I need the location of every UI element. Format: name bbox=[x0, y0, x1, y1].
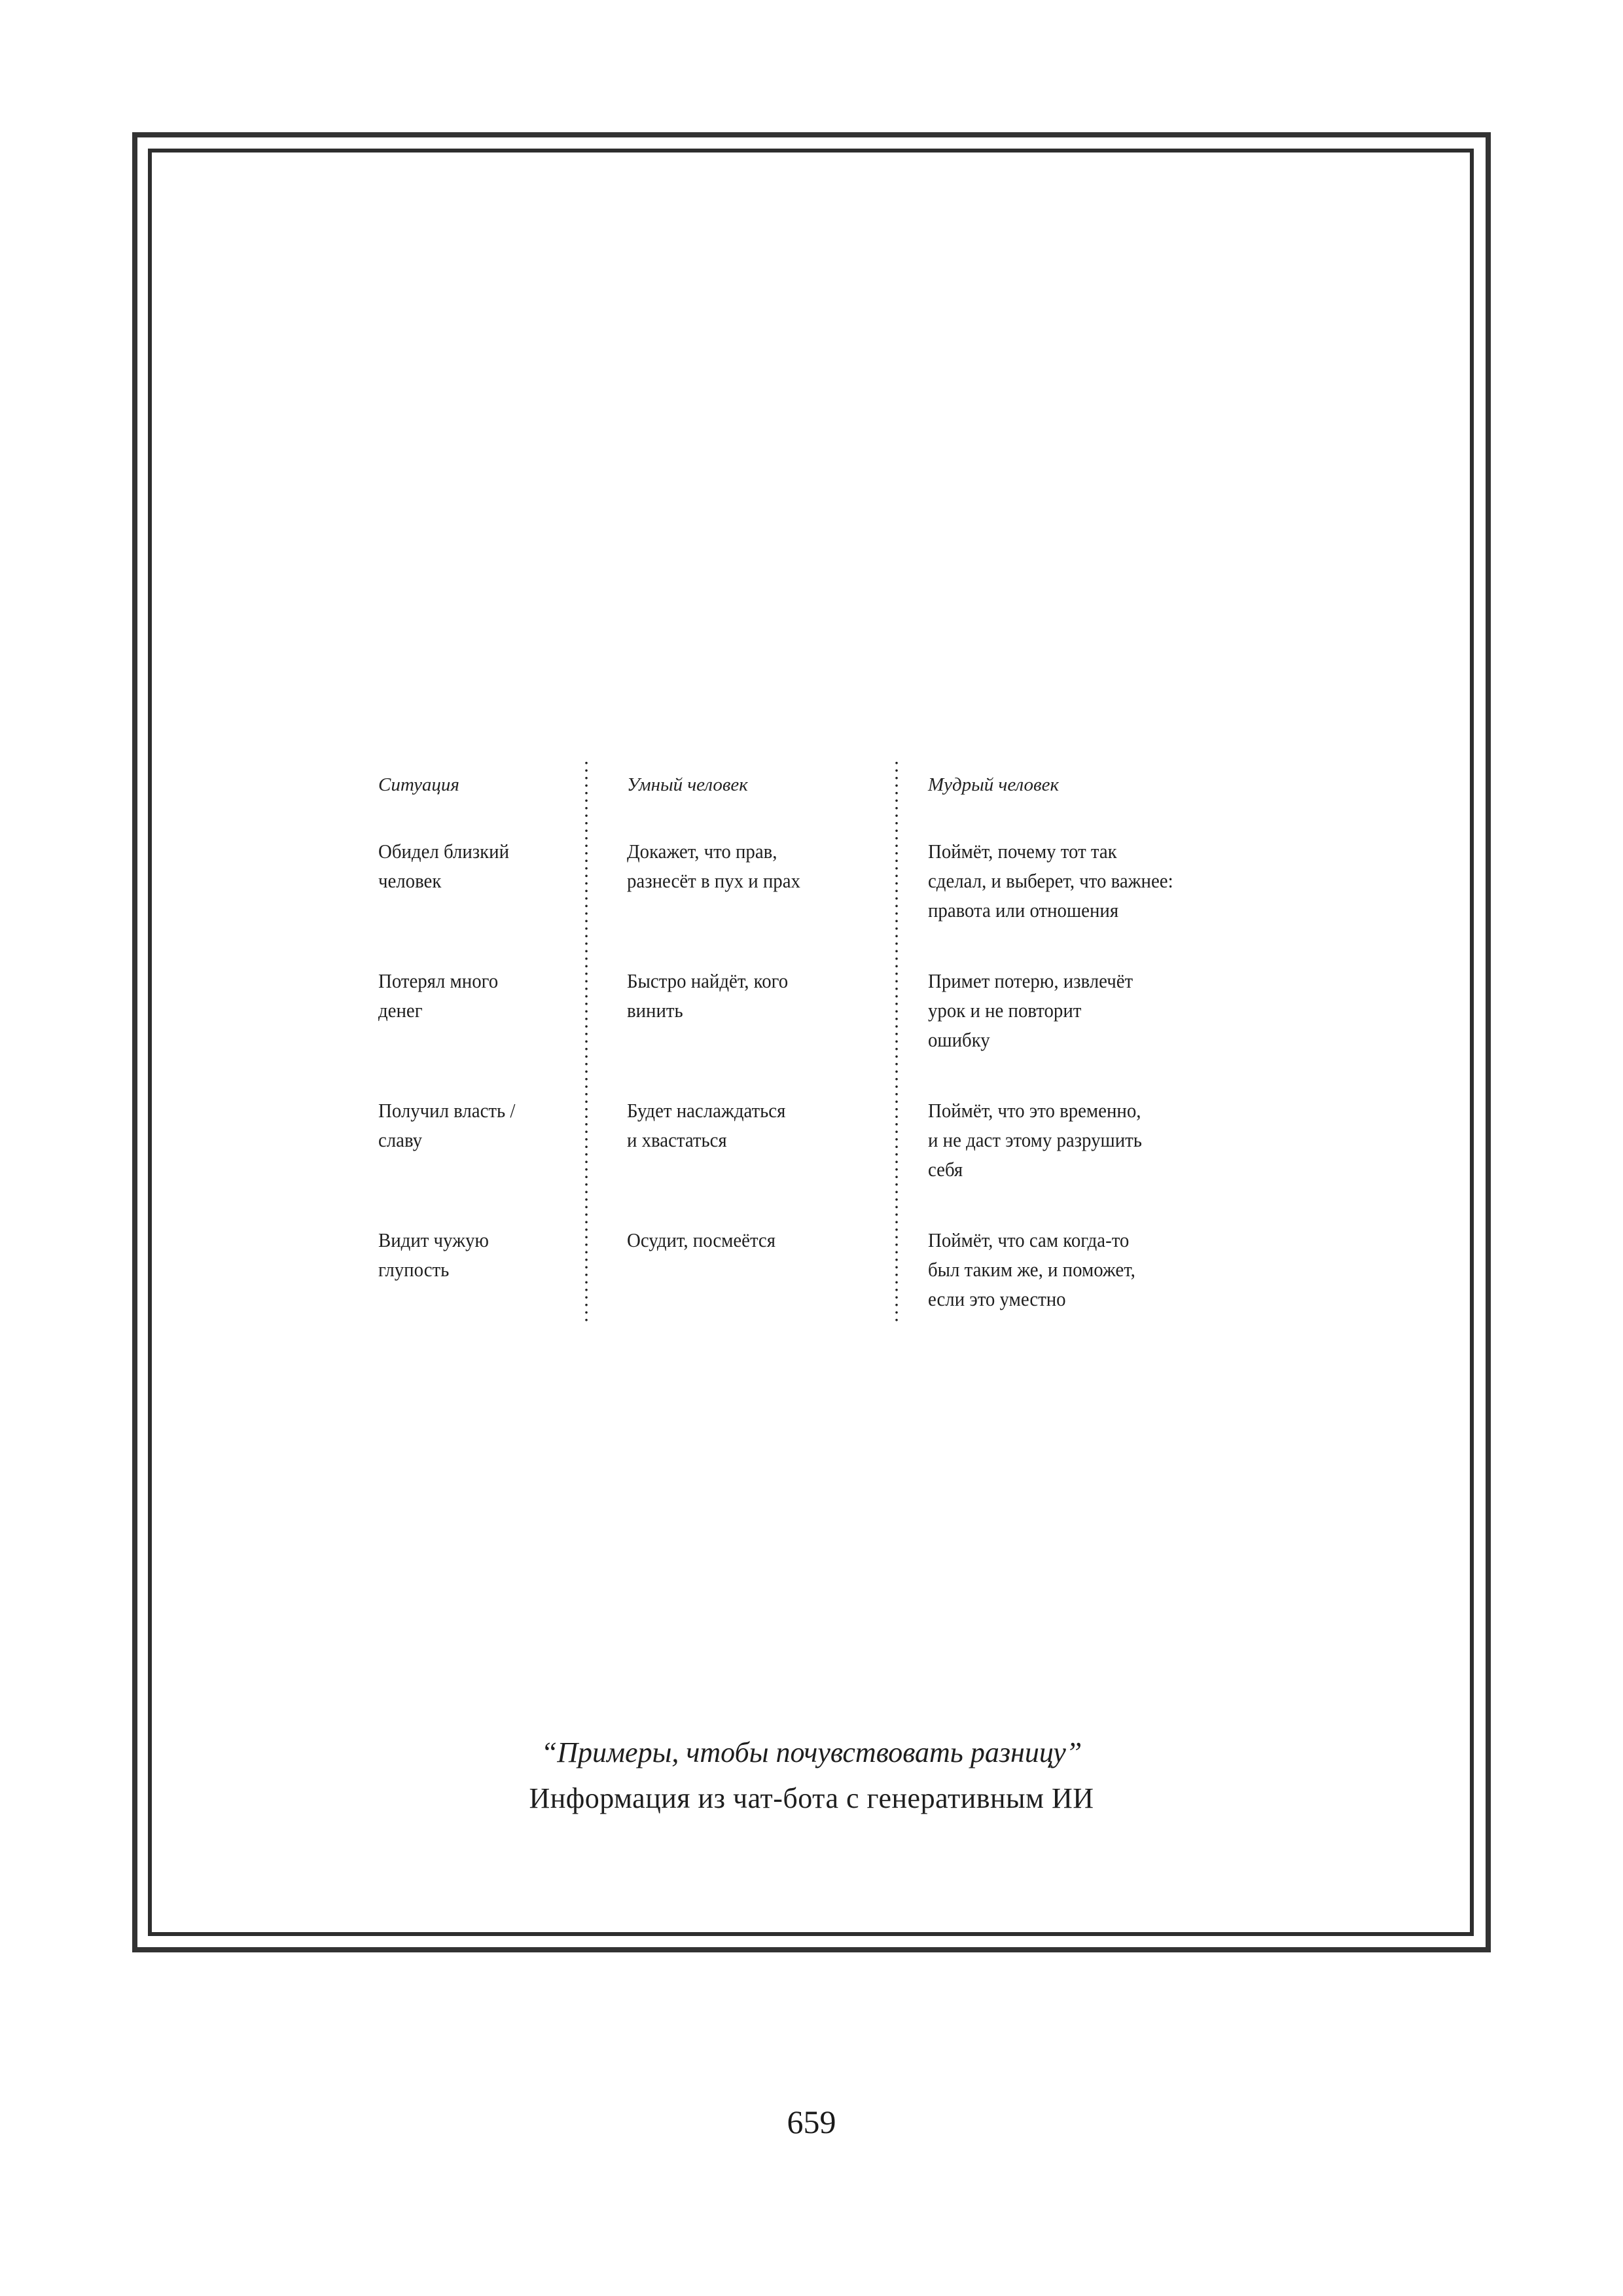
cell-line: Осудит, посмеётся bbox=[627, 1229, 776, 1251]
cell-line: человек bbox=[378, 869, 442, 892]
table-cell bbox=[928, 966, 1133, 1054]
table-cell bbox=[928, 1225, 1135, 1314]
figure-caption-title: “Примеры, чтобы почувствовать разницу” bbox=[541, 1736, 1082, 1768]
cell-line: Получил власть / bbox=[378, 1099, 516, 1122]
cell-line: урок и не повторит bbox=[928, 999, 1082, 1022]
cell-line: и не даст этому разрушить bbox=[928, 1128, 1142, 1151]
cell-line: Потерял много bbox=[378, 969, 499, 992]
cell-line: правота или отношения bbox=[928, 899, 1119, 922]
dotted-column-divider bbox=[895, 759, 898, 1325]
cell-line: ошибку bbox=[928, 1028, 990, 1051]
dotted-column-divider bbox=[585, 759, 588, 1325]
cell-line: был таким же, и поможет, bbox=[928, 1258, 1135, 1281]
table-cell bbox=[627, 1096, 785, 1155]
table-cell bbox=[928, 1096, 1142, 1184]
table-cell bbox=[928, 836, 1173, 925]
column-header-situation: Ситуация bbox=[378, 774, 459, 795]
cell-line: винить bbox=[627, 999, 683, 1022]
cell-line: Видит чужую bbox=[378, 1229, 489, 1251]
table-cell bbox=[627, 966, 788, 1025]
table-cell bbox=[627, 836, 800, 895]
cell-line: и хвастаться bbox=[627, 1128, 727, 1151]
cell-line: Обидел близкий bbox=[378, 840, 510, 863]
cell-line: Поймёт, что сам когда-то bbox=[928, 1229, 1130, 1251]
cell-line: Примет потерю, извлечёт bbox=[928, 969, 1133, 992]
cell-line: Поймёт, что это временно, bbox=[928, 1099, 1141, 1122]
cell-line: себя bbox=[928, 1158, 963, 1181]
table-cell bbox=[378, 966, 498, 1025]
table-cell bbox=[627, 1225, 776, 1255]
cell-line: славу bbox=[378, 1128, 423, 1151]
page-number: 659 bbox=[787, 2104, 836, 2140]
column-header-smart-person: Умный человек bbox=[627, 774, 748, 795]
cell-line: если это уместно bbox=[928, 1287, 1066, 1310]
table-cell bbox=[378, 1225, 489, 1284]
table-cell bbox=[378, 1096, 515, 1155]
column-header-wise-person: Мудрый человек bbox=[928, 774, 1060, 795]
cell-line: Быстро найдёт, кого bbox=[627, 969, 789, 992]
cell-line: Поймёт, почему тот так bbox=[928, 840, 1117, 863]
cell-line: глупость bbox=[378, 1258, 450, 1281]
figure-caption-source: Информация из чат-бота с генеративным ИИ bbox=[529, 1782, 1094, 1814]
cell-line: Будет наслаждаться bbox=[627, 1099, 786, 1122]
table-cell bbox=[378, 836, 509, 895]
cell-line: разнесёт в пух и прах bbox=[627, 869, 800, 892]
cell-line: сделал, и выберет, что важнее: bbox=[928, 869, 1173, 892]
cell-line: денег bbox=[378, 999, 423, 1022]
cell-line: Докажет, что прав, bbox=[627, 840, 777, 863]
